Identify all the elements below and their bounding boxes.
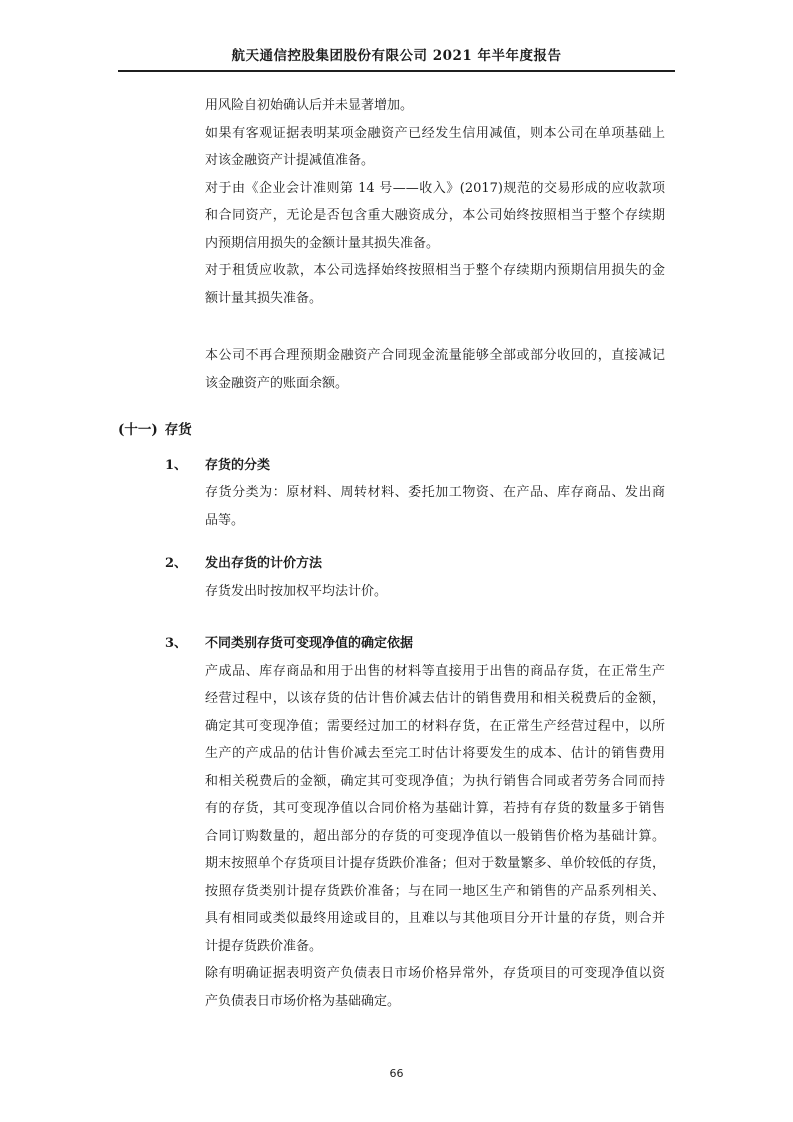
subsection-heading [165,550,793,578]
paragraph-line: 对该金融资产计提减值准备。 [205,153,375,168]
paragraph-line: 内预期信用损失的金额计量其损失准备。 [205,235,440,251]
paragraph-line: 合同订购数量的，超出部分的存货的可变现净值以一般销售价格为基础计算。 [205,828,665,844]
paragraph-line: 品等。 [205,512,245,528]
paragraph-line: 对于租赁应收款，本公司选择始终按照相当于整个存续期内预期信用损失的金 [205,263,665,278]
paragraph-line: 确定其可变现净值；需要经过加工的材料存货，在正常生产经营过程中，以所 [205,718,665,734]
paragraph-line: 存货分类为：原材料、周转材料、委托加工物资、在产品、库存商品、发出商 [205,485,665,500]
spacer [0,445,793,452]
paragraph-line: 产负债表日市场价格为基础确定。 [205,993,401,1009]
paragraph-line: 按照存货类别计提存货跌价准备；与在同一地区生产和销售的产品系列相关、 [205,883,665,899]
paragraph-line: 对于由《企业会计准则第 14 号——收入》(2017)规范的交易形成的应收款项 [205,180,665,196]
paragraph-line: 生产的产成品的估计售价减去至完工时估计将要发生的成本、估计的销售费用 [205,746,665,761]
paragraph-line: 本公司不再合理预期金融资产合同现金流量能够全部或部分收回的，直接减记 [205,348,665,363]
heading-title: 存货的分类 [205,457,271,473]
subsection-heading [165,630,793,658]
paragraph-line: 额计量其损失准备。 [205,290,323,306]
paragraph-line: 计提存货跌价准备。 [205,938,323,954]
paragraph [205,257,665,312]
paragraph-line: 和合同资产，无论是否包含重大融资成分，本公司始终按照相当于整个存续期 [205,208,665,223]
spacer [0,605,793,630]
page-header-title: 航天通信控股集团股份有限公司 2021 年半年度报告 [231,48,562,64]
paragraph-line: 具有相同或类似最终用途或目的，且难以与其他项目分开计量的存货，则合并 [205,911,665,926]
paragraph [205,960,665,1015]
paragraph-line: 产成品、库存商品和用于出售的材料等直接用于出售的商品存货，在正常生产 [205,663,665,679]
heading-title: 不同类别存货可变现净值的确定依据 [205,636,414,651]
subsection-heading [165,452,793,480]
document-body [0,92,793,1015]
paragraph-line: 除有明确证据表明资产负债表日市场价格异常外，存货项目的可变现净值以资 [205,966,665,981]
paragraph-line: 有的存货，其可变现净值以合同价格为基础计算，若持有存货的数量多于销售 [205,801,665,816]
spacer [0,534,793,550]
paragraph-line: 用风险自初始确认后并未显著增加。 [205,98,414,113]
paragraph-line: 该金融资产的账面余额。 [205,375,349,391]
paragraph-line: 存货发出时按加权平均法计价。 [205,583,388,599]
paragraph-line: 经营过程中，以该存货的估计售价减去估计的销售费用和相关税费后的金额， [205,691,665,706]
spacer [0,312,793,342]
section-heading [118,417,793,445]
paragraph [205,658,665,961]
heading-title: 存货 [164,422,192,438]
heading-number: (十一) [118,422,158,438]
paragraph [205,120,665,175]
paragraph [205,578,665,606]
paragraph [205,342,665,397]
heading-number: 1、 [165,457,188,473]
paragraph-line: 期末按照单个存货项目计提存货跌价准备；但对于数量繁多、单价较低的存货， [205,856,665,871]
paragraph-line: 和相关税费后的金额，确定其可变现净值；为执行销售合同或者劳务合同而持 [205,773,665,789]
heading-number: 2、 [165,556,188,571]
paragraph-line: 如果有客观证据表明某项金融资产已经发生信用减值，则本公司在单项基础上 [205,125,665,141]
paragraph [205,175,665,258]
paragraph [205,92,665,120]
spacer [0,397,793,417]
paragraph [205,479,665,534]
heading-title: 发出存货的计价方法 [205,556,323,571]
header-divider [118,70,675,72]
page-number: 66 [389,1067,404,1080]
heading-number: 3、 [165,636,188,651]
